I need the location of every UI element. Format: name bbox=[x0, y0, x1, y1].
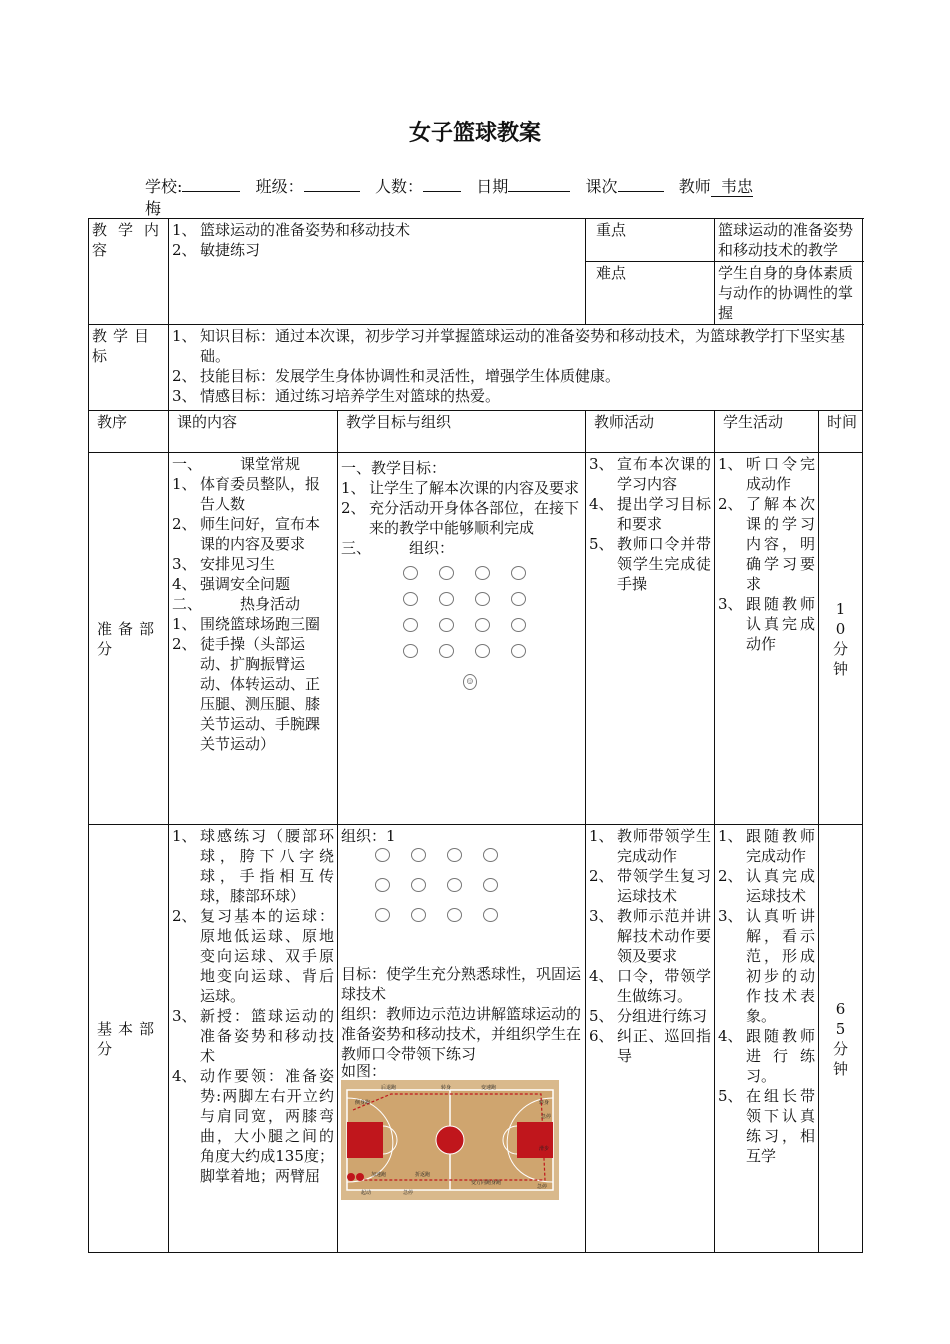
player-marker bbox=[347, 1173, 355, 1181]
content-item: 2、 敏捷练习 bbox=[172, 241, 261, 259]
prep-content-item: 二、 热身活动 bbox=[172, 595, 301, 613]
teacher-name-cont: 梅 bbox=[145, 199, 162, 218]
student-position bbox=[447, 848, 462, 862]
student-position bbox=[511, 592, 526, 606]
court-diagram bbox=[341, 1080, 559, 1200]
prep-content-item: 3、 安排见习生 bbox=[172, 555, 276, 573]
student-position bbox=[439, 566, 454, 580]
school-blank bbox=[182, 174, 240, 192]
court-label: 折返跑 bbox=[415, 1172, 431, 1178]
prep-teacher-item: 5、 教师口令并带领学生完成徒手操 bbox=[589, 535, 712, 593]
student-position bbox=[403, 566, 418, 580]
prep-content bbox=[169, 453, 338, 825]
court-label: 急停 bbox=[541, 1114, 552, 1120]
prep-org-item: 1、 让学生了解本次课的内容及要求 bbox=[341, 479, 580, 497]
basic-student-item: 2、 认真完成运球技术 bbox=[718, 867, 816, 905]
student-position bbox=[411, 878, 426, 892]
goals-label: 教学目标 bbox=[89, 325, 169, 411]
prep-content-item: 一、 课堂常规 bbox=[172, 455, 301, 473]
basic-teacher-item: 4、 口令，带领学生做练习。 bbox=[589, 967, 712, 1005]
student-position bbox=[483, 848, 498, 862]
goal-item: 2、 技能目标：发展学生身体协调性和灵活性，增强学生体质健康。 bbox=[172, 367, 621, 385]
basic-student-item: 3、 认真听讲解，看示范，形成初步的动作技术表象。 bbox=[718, 907, 816, 1025]
lesson-plan-table bbox=[88, 218, 863, 1253]
basic-teacher-item: 3、 教师示范并讲解技术动作要领及要求 bbox=[589, 907, 712, 965]
basic-formation bbox=[341, 846, 582, 964]
prep-content-item: 2、 徒手操（头部运动、扩胸振臂运动、体转运动、正压腿、测压腿、膝关节运动、手腕踝关节运动） bbox=[172, 635, 321, 753]
student-position bbox=[475, 566, 490, 580]
content-cell bbox=[169, 219, 586, 325]
col-teacher: 教师活动 bbox=[586, 411, 715, 453]
content-item: 1、 篮球运动的准备姿势和移动技术 bbox=[172, 221, 411, 239]
court-label: 侧身跑 bbox=[355, 1100, 371, 1106]
col-org: 教学目标与组织 bbox=[338, 411, 586, 453]
prep-org-item: 三、 组织： bbox=[341, 539, 455, 557]
prep-teacher bbox=[586, 453, 715, 825]
student-position bbox=[375, 908, 390, 922]
diff-text: 学生自身的身体素质与动作的协调性的掌握 bbox=[715, 262, 863, 325]
student-position bbox=[475, 592, 490, 606]
student-position bbox=[411, 908, 426, 922]
basic-content bbox=[169, 825, 338, 1253]
student-position bbox=[439, 592, 454, 606]
page-title: 女子篮球教案 bbox=[408, 121, 541, 146]
count-label: 人数： bbox=[374, 177, 423, 196]
basic-student bbox=[715, 825, 819, 1253]
court-label: 后退跑 bbox=[381, 1085, 397, 1091]
prep-student-item: 2、 了解本次课的学习内容，明确学习要求 bbox=[718, 495, 816, 593]
student-position bbox=[447, 908, 462, 922]
goal-item: 3、 情感目标：通过练习培养学生对篮球的热爱。 bbox=[172, 387, 501, 405]
key-label: 重点 bbox=[586, 219, 715, 262]
prep-formation bbox=[341, 558, 582, 698]
prep-label: 准备部分 bbox=[89, 453, 169, 825]
lesson-blank bbox=[618, 174, 664, 192]
student-position bbox=[511, 618, 526, 632]
student-position bbox=[447, 878, 462, 892]
basic-teacher bbox=[586, 825, 715, 1253]
prep-student bbox=[715, 453, 819, 825]
student-position bbox=[375, 878, 390, 892]
col-time: 时间 bbox=[819, 411, 863, 453]
content-label: 教学内容 bbox=[89, 219, 169, 325]
col-content: 课的内容 bbox=[169, 411, 338, 453]
prep-student-item: 3、 跟随教师认真完成动作 bbox=[718, 595, 816, 653]
court-label: 加速跑 bbox=[371, 1172, 387, 1178]
key-text: 篮球运动的准备姿势和移动技术的教学 bbox=[715, 219, 863, 262]
basketball-court-svg bbox=[341, 1080, 559, 1200]
prep-student-item: 1、 听口令完成动作 bbox=[718, 455, 816, 493]
student-position bbox=[483, 908, 498, 922]
prep-content-item: 1、 围绕篮球场跑三圈 bbox=[172, 615, 321, 633]
date-label: 日期 bbox=[476, 177, 509, 196]
basic-student-item: 1、 跟随教师完成动作 bbox=[718, 827, 816, 865]
court-label: 急停 bbox=[403, 1190, 414, 1196]
basic-org bbox=[338, 825, 586, 1253]
court-label: 转身 bbox=[539, 1100, 550, 1106]
basic-content-item: 2、 复习基本的运球：原地低运球、原地变向运球、双手原地变向运球、背后运球。 bbox=[172, 907, 334, 1005]
goal-item: 1、 知识目标：通过本次课，初步学习并掌握篮球运动的准备姿势和移动技术，为篮球教学打下坚实基础。 bbox=[172, 327, 846, 365]
student-position bbox=[511, 566, 526, 580]
player-marker bbox=[356, 1173, 364, 1181]
basic-org-desc: 组织：教师边示范边讲解篮球运动的准备姿势和移动技术，并组织学生在教师口令带领下练习 bbox=[341, 1005, 582, 1063]
basic-teacher-item: 1、 教师带领学生完成动作 bbox=[589, 827, 712, 865]
header-info bbox=[145, 174, 825, 220]
basic-teacher-item: 5、 分组进行练习 bbox=[589, 1007, 708, 1025]
basic-time: 65分钟 bbox=[819, 825, 863, 1253]
left-key bbox=[347, 1122, 383, 1158]
student-position bbox=[475, 644, 490, 658]
prep-content-item: 4、 强调安全问题 bbox=[172, 575, 291, 593]
student-position bbox=[375, 848, 390, 862]
prep-time: 10分钟 bbox=[819, 453, 863, 825]
prep-org bbox=[338, 453, 586, 825]
court-label: 转身 bbox=[441, 1085, 452, 1091]
teacher-name: 韦忠 bbox=[711, 177, 753, 197]
basic-label: 基本部分 bbox=[89, 825, 169, 1253]
basic-student-item: 4、 跟随教师进行练习。 bbox=[718, 1027, 816, 1085]
court-label: 变方向跑身跑 bbox=[471, 1180, 502, 1186]
basic-org-head: 组织：1 bbox=[341, 827, 396, 845]
basic-teacher-item: 6、 纠正、巡回指导 bbox=[589, 1027, 712, 1065]
col-order: 教序 bbox=[89, 411, 169, 453]
student-position bbox=[439, 618, 454, 632]
goals-cell bbox=[169, 325, 863, 411]
count-blank bbox=[423, 174, 461, 192]
court-center-circle bbox=[436, 1126, 464, 1154]
student-position bbox=[411, 848, 426, 862]
basic-student-item: 5、 在组长带领下认真练习，相互学 bbox=[718, 1087, 816, 1165]
court-label: 急停 bbox=[537, 1184, 548, 1190]
prep-org-head: 一、教学目标： bbox=[341, 459, 447, 477]
student-position bbox=[483, 878, 498, 892]
class-blank bbox=[304, 174, 360, 192]
basic-content-item: 3、 新授：篮球运动的准备姿势和移动技术 bbox=[172, 1007, 334, 1065]
basic-org-goal: 目标：使学生充分熟悉球性，巩固运球技术 bbox=[341, 965, 582, 1003]
student-position bbox=[403, 592, 418, 606]
prep-content-item: 2、 师生问好，宣布本课的内容及要求 bbox=[172, 515, 321, 553]
student-position bbox=[511, 644, 526, 658]
basic-teacher-item: 2、 带领学生复习运球技术 bbox=[589, 867, 712, 905]
teacher-position: ☺ bbox=[463, 674, 477, 690]
basic-org-fig: 如图： bbox=[341, 1062, 387, 1080]
court-label: 变速跑 bbox=[481, 1085, 497, 1091]
prep-content-item: 1、 体育委员整队，报告人数 bbox=[172, 475, 321, 513]
student-position bbox=[475, 618, 490, 632]
class-label: 班级： bbox=[255, 177, 304, 196]
diff-label: 难点 bbox=[586, 262, 715, 325]
student-position bbox=[439, 644, 454, 658]
school-label: 学校: bbox=[145, 177, 183, 196]
student-position bbox=[403, 618, 418, 632]
prep-teacher-item: 4、 提出学习目标和要求 bbox=[589, 495, 712, 533]
lesson-label: 课次 bbox=[585, 177, 618, 196]
prep-teacher-item: 3、 宣布本次课的学习内容 bbox=[589, 455, 712, 493]
date-blank bbox=[508, 174, 570, 192]
prep-org-item: 2、 充分活动开身体各部位，在接下来的教学中能够顺利完成 bbox=[341, 499, 580, 537]
basic-content-item: 4、 动作要领：准备姿势:两脚左右开立约与肩同宽，两膝弯曲，大小腿之间的角度大约成135度；脚掌着地；两臂屈 bbox=[172, 1067, 334, 1185]
teacher-label: 教师 bbox=[678, 177, 711, 196]
court-label: 起动 bbox=[361, 1190, 372, 1196]
right-key bbox=[517, 1122, 553, 1158]
col-student: 学生活动 bbox=[715, 411, 819, 453]
student-position bbox=[403, 644, 418, 658]
court-label: 滑步 bbox=[539, 1146, 550, 1152]
basic-content-item: 1、 球感练习（腰部环球，胯下八字绕球，手指相互传球，膝部环球） bbox=[172, 827, 334, 905]
